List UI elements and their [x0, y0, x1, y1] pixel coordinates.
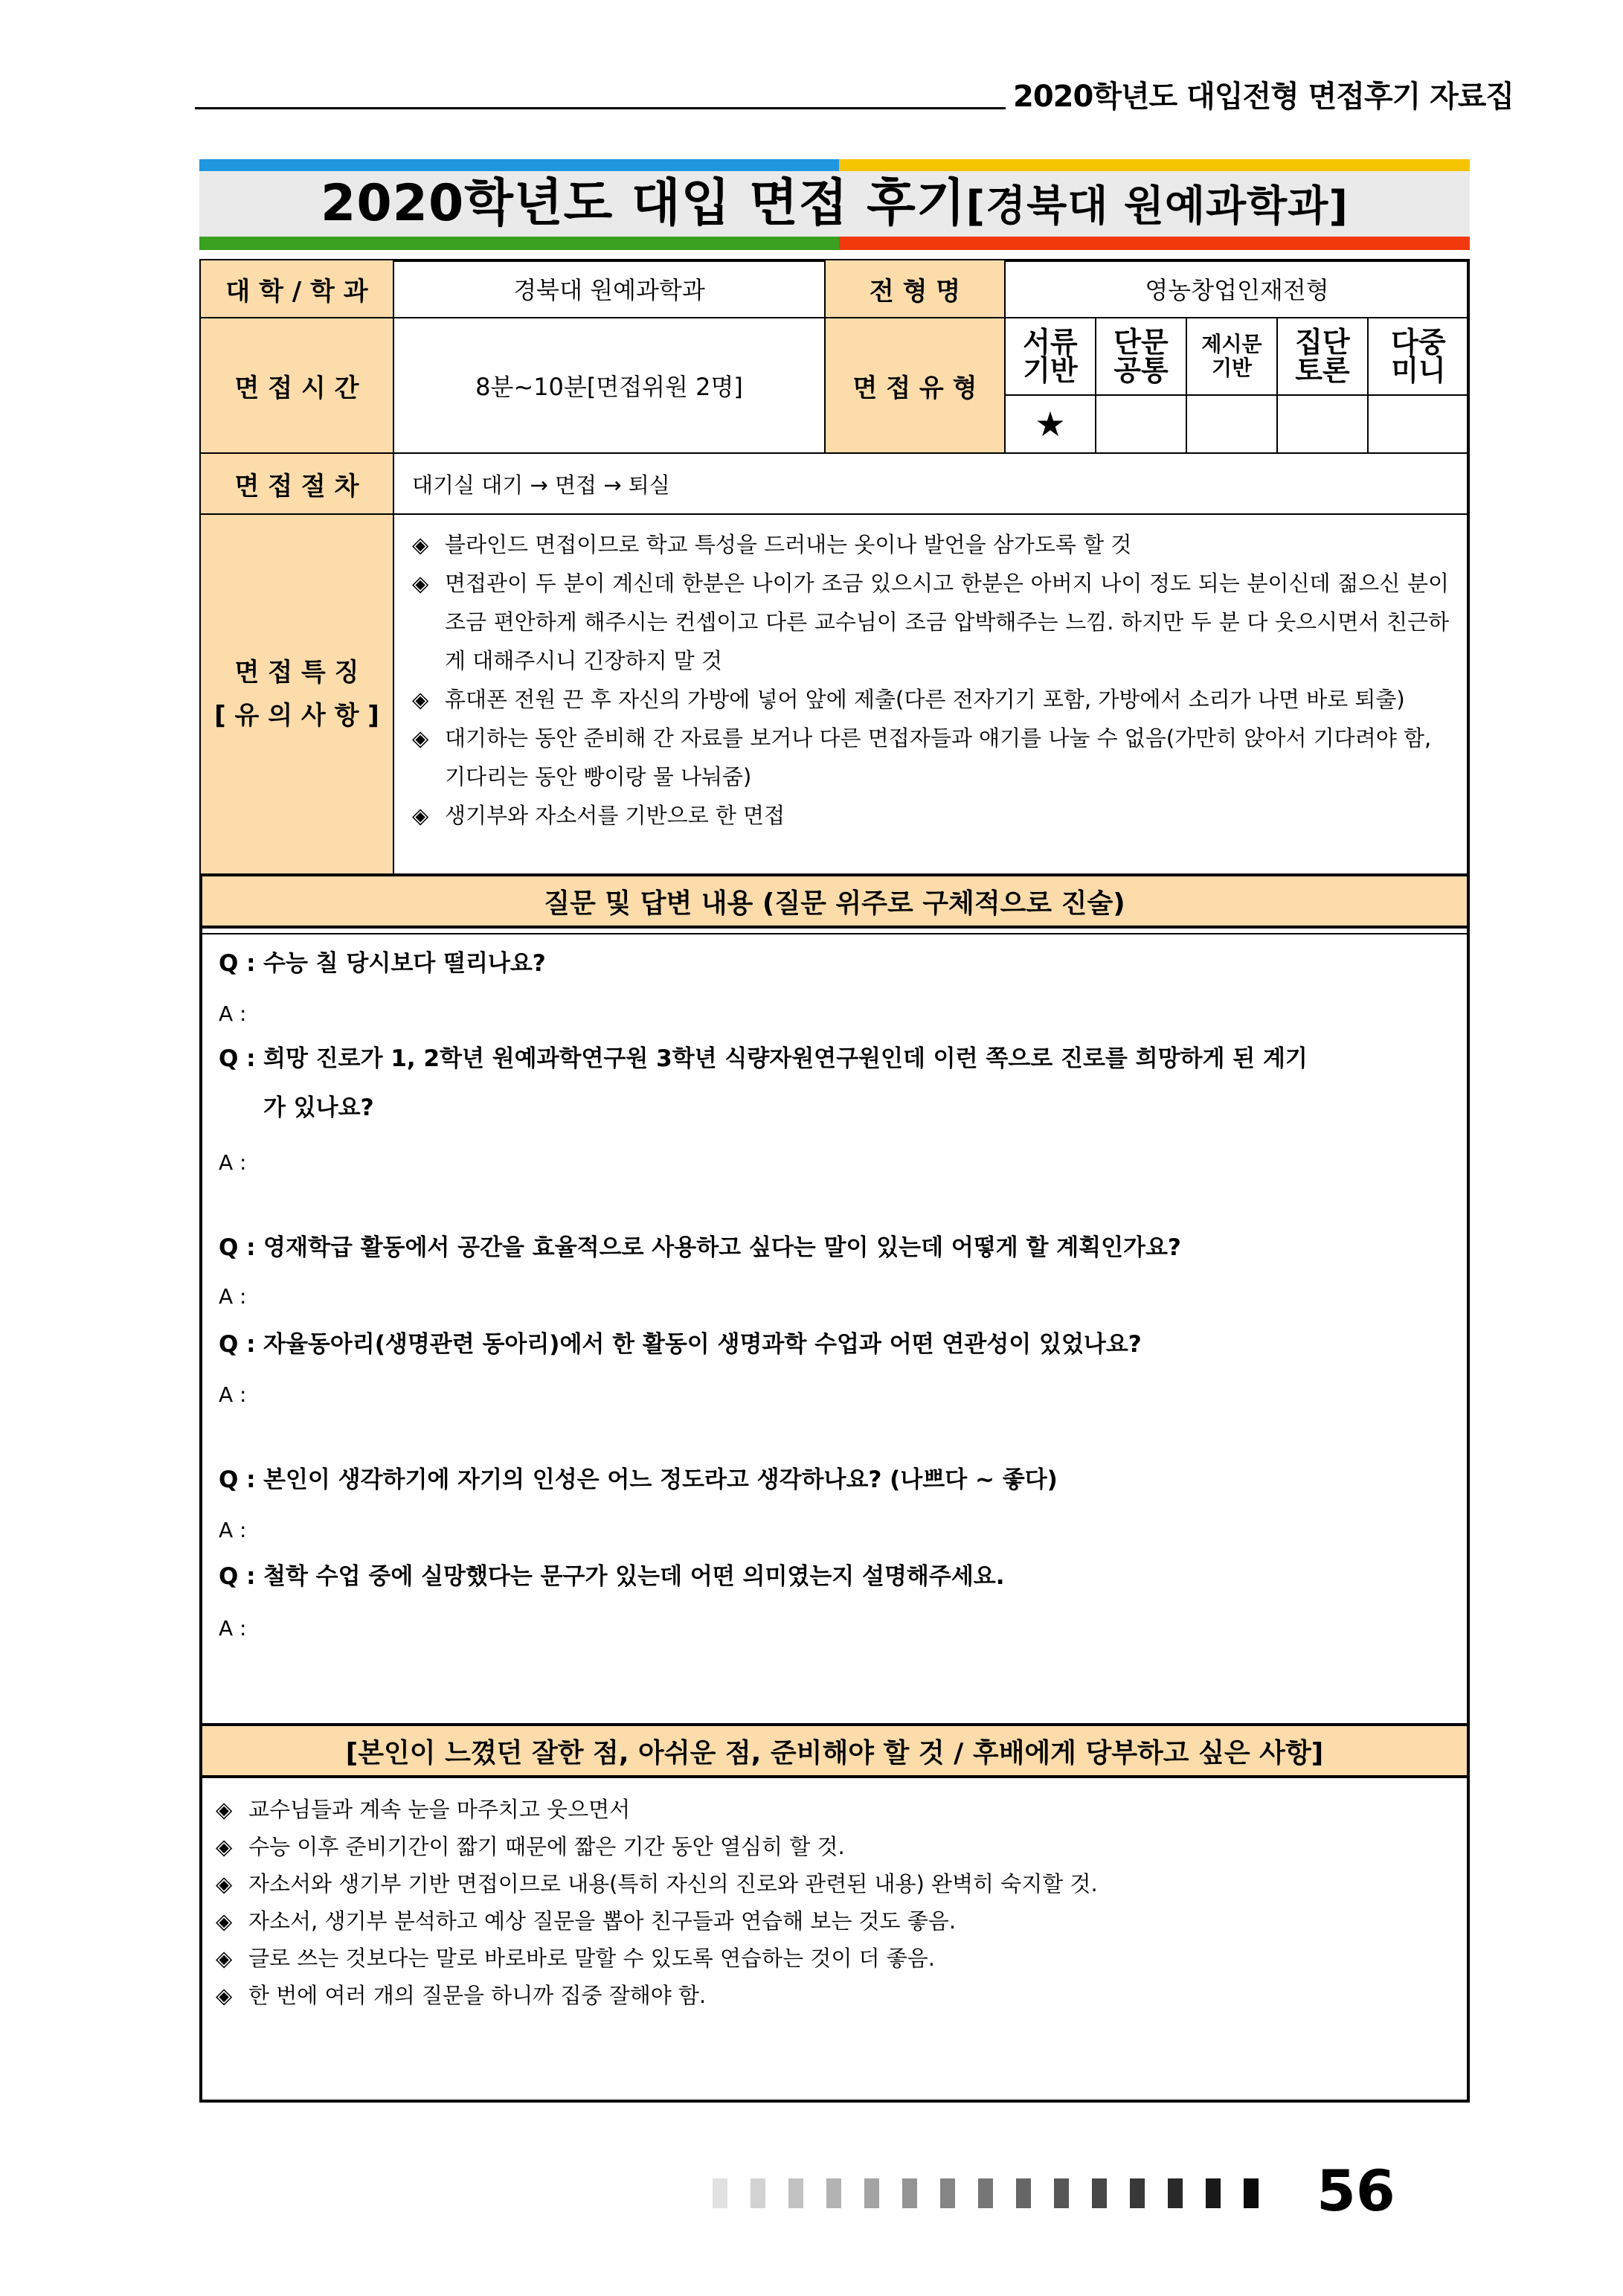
- answer-6: A :: [219, 1616, 247, 1641]
- diamond-icon: ◈: [216, 1908, 233, 1934]
- univ-value: 경북대 원예과학과: [393, 259, 826, 318]
- footer-square: [864, 2178, 879, 2208]
- type-option-short-answer: 단문 공통: [1095, 317, 1187, 396]
- question-5: Q : 본인이 생각하기에 자기의 인성은 어느 정도라고 생각하나요? (나쁘다 ~ 좋다): [219, 1466, 1058, 1493]
- footer-square: [1016, 2178, 1031, 2208]
- answer-1: A :: [219, 1001, 247, 1026]
- qa-divider: [199, 933, 1470, 934]
- diamond-icon: ◈: [216, 1797, 233, 1822]
- type-option-group-discussion: 집단 토론: [1276, 317, 1369, 396]
- interview-type-label: 면 접 유 형: [824, 317, 1006, 454]
- question-4: Q : 자율동아리(생명관련 동아리)에서 한 활동이 생명과학 수업과 어떤 연관성이 있었나요?: [219, 1331, 1142, 1358]
- answer-3: A :: [219, 1284, 247, 1309]
- title-sub: [경북대 원예과학과]: [965, 182, 1349, 231]
- question-3: Q : 영재학급 활동에서 공간을 효율적으로 사용하고 싶다는 말이 있는데 어떻게 할 계획인가요?: [219, 1234, 1181, 1261]
- diamond-icon: ◈: [412, 725, 429, 751]
- question-6: Q : 철학 수업 중에 실망했다는 문구가 있는데 어떤 의미였는지 설명해주세요.: [219, 1563, 1005, 1590]
- features-label-line2: [ 유 의 사 항 ]: [214, 701, 379, 731]
- footer-square: [1206, 2178, 1221, 2208]
- footer-square: [713, 2178, 727, 2208]
- advice-item: ◈ 자소서와 생기부 기반 면접이므로 내용(특히 자신의 진로와 관련된 내용) 완벽히 숙지할 것.: [216, 1871, 1098, 1896]
- running-header: 2020학년도 대입전형 면접후기 자료집: [1013, 80, 1514, 114]
- time-value: 8분~10분[면접위원 2명]: [393, 317, 826, 454]
- univ-label: 대 학 / 학 과: [199, 259, 394, 318]
- diamond-icon: ◈: [412, 532, 429, 557]
- features-label: [199, 513, 394, 875]
- advice-section-header: [본인이 느꼈던 잘한 점, 아쉬운 점, 준비해야 할 것 / 후배에게 당부하고 싶은 사항]: [199, 1723, 1470, 1778]
- star-icon: ★: [1004, 394, 1096, 454]
- advice-item: ◈ 글로 쓰는 것보다는 말로 바로바로 말할 수 있도록 연습하는 것이 더 좋음.: [216, 1946, 936, 1971]
- diamond-icon: ◈: [412, 571, 429, 596]
- qa-section-header: 질문 및 답변 내용 (질문 위주로 구체적으로 진술): [199, 873, 1470, 929]
- footer-square: [788, 2178, 803, 2208]
- procedure-label: 면 접 절 차: [199, 452, 394, 515]
- type-mark-4: [1276, 394, 1369, 454]
- footer-square: [940, 2178, 955, 2208]
- advice-item: ◈ 자소서, 생기부 분석하고 예상 질문을 뽑아 친구들과 연습해 보는 것도 좋음.: [216, 1908, 957, 1934]
- type-option-document: 서류 기반: [1004, 317, 1096, 396]
- footer-square: [1244, 2178, 1259, 2208]
- question-1: Q : 수능 칠 당시보다 떨리나요?: [219, 950, 546, 977]
- answer-4: A :: [219, 1382, 247, 1407]
- advice-item: ◈ 수능 이후 준비기간이 짧기 때문에 짧은 기간 동안 열심히 할 것.: [216, 1834, 845, 1859]
- title-main: 2020학년도 대입 면접 후기: [321, 174, 966, 233]
- footer-square: [826, 2178, 841, 2208]
- page-title: [199, 168, 1470, 240]
- type-mark-5: [1367, 394, 1470, 454]
- page-number: 56: [1317, 2158, 1395, 2224]
- footer-square: [1054, 2178, 1069, 2208]
- features-label-line1: 면 접 특 징: [234, 658, 359, 687]
- footer-square: [902, 2178, 917, 2208]
- footer-square: [978, 2178, 993, 2208]
- header-rule: [195, 107, 1006, 109]
- type-mark-3: [1186, 394, 1278, 454]
- answer-2: A :: [219, 1150, 247, 1175]
- diamond-icon: ◈: [216, 1946, 233, 1971]
- feature-item: ◈ 생기부와 자소서를 기반으로 한 면접: [412, 796, 1449, 835]
- type-option-mmi: 다중 미니: [1367, 317, 1470, 396]
- admission-type-label: 전 형 명: [824, 259, 1006, 318]
- type-mark-2: [1095, 394, 1187, 454]
- diamond-icon: ◈: [216, 1834, 233, 1859]
- time-label: 면 접 시 간: [199, 317, 394, 454]
- answer-5: A :: [219, 1518, 247, 1542]
- advice-item: ◈ 한 번에 여러 개의 질문을 하니까 집중 잘해야 함.: [216, 1983, 707, 2008]
- diamond-icon: ◈: [412, 803, 429, 828]
- procedure-value: 대기실 대기 → 면접 → 퇴실: [393, 452, 1470, 515]
- diamond-icon: ◈: [216, 1983, 233, 2008]
- admission-type-value: 영농창업인재전형: [1004, 259, 1470, 318]
- feature-item: ◈ 블라인드 면접이므로 학교 특성을 드러내는 옷이나 발언을 삼가도록 할 것: [412, 525, 1449, 564]
- advice-item: ◈ 교수님들과 계속 눈을 마주치고 웃으면서: [216, 1797, 631, 1822]
- footer-square: [1130, 2178, 1145, 2208]
- features-list: [393, 513, 1470, 875]
- footer-square: [1092, 2178, 1107, 2208]
- footer-square: [751, 2178, 765, 2208]
- diamond-icon: ◈: [216, 1871, 233, 1896]
- question-2: Q : 희망 진로가 1, 2학년 원예과학연구원 3학년 식량자원연구원인데 이런 쪽으로 진로를 희망하게 된 계기 가 있나요?: [219, 1045, 1308, 1121]
- feature-item: ◈ 면접관이 두 분이 계신데 한분은 나이가 조금 있으시고 한분은 아버지 나이 정도 되는 분이신데 젊으신 분이 조금 편안하게 해주시는 컨셉이고 다른 교수님이 조금 압박해주는 느낌. 하지만 두 분 다 웃으시면서 친근하게 대해주시니 긴장하지 말 것: [412, 564, 1449, 680]
- footer-square: [1168, 2178, 1183, 2208]
- feature-item: ◈ 휴대폰 전원 끈 후 자신의 가방에 넣어 앞에 제출(다른 전자기기 포함, 가방에서 소리가 나면 바로 퇴출): [412, 680, 1449, 719]
- feature-item: ◈ 대기하는 동안 준비해 간 자료를 보거나 다른 면접자들과 얘기를 나눌 수 없음(가만히 앉아서 기다려야 함, 기다리는 동안 빵이랑 물 나눠줌): [412, 719, 1449, 796]
- type-option-passage: 제시문 기반: [1186, 317, 1278, 396]
- diamond-icon: ◈: [412, 687, 429, 712]
